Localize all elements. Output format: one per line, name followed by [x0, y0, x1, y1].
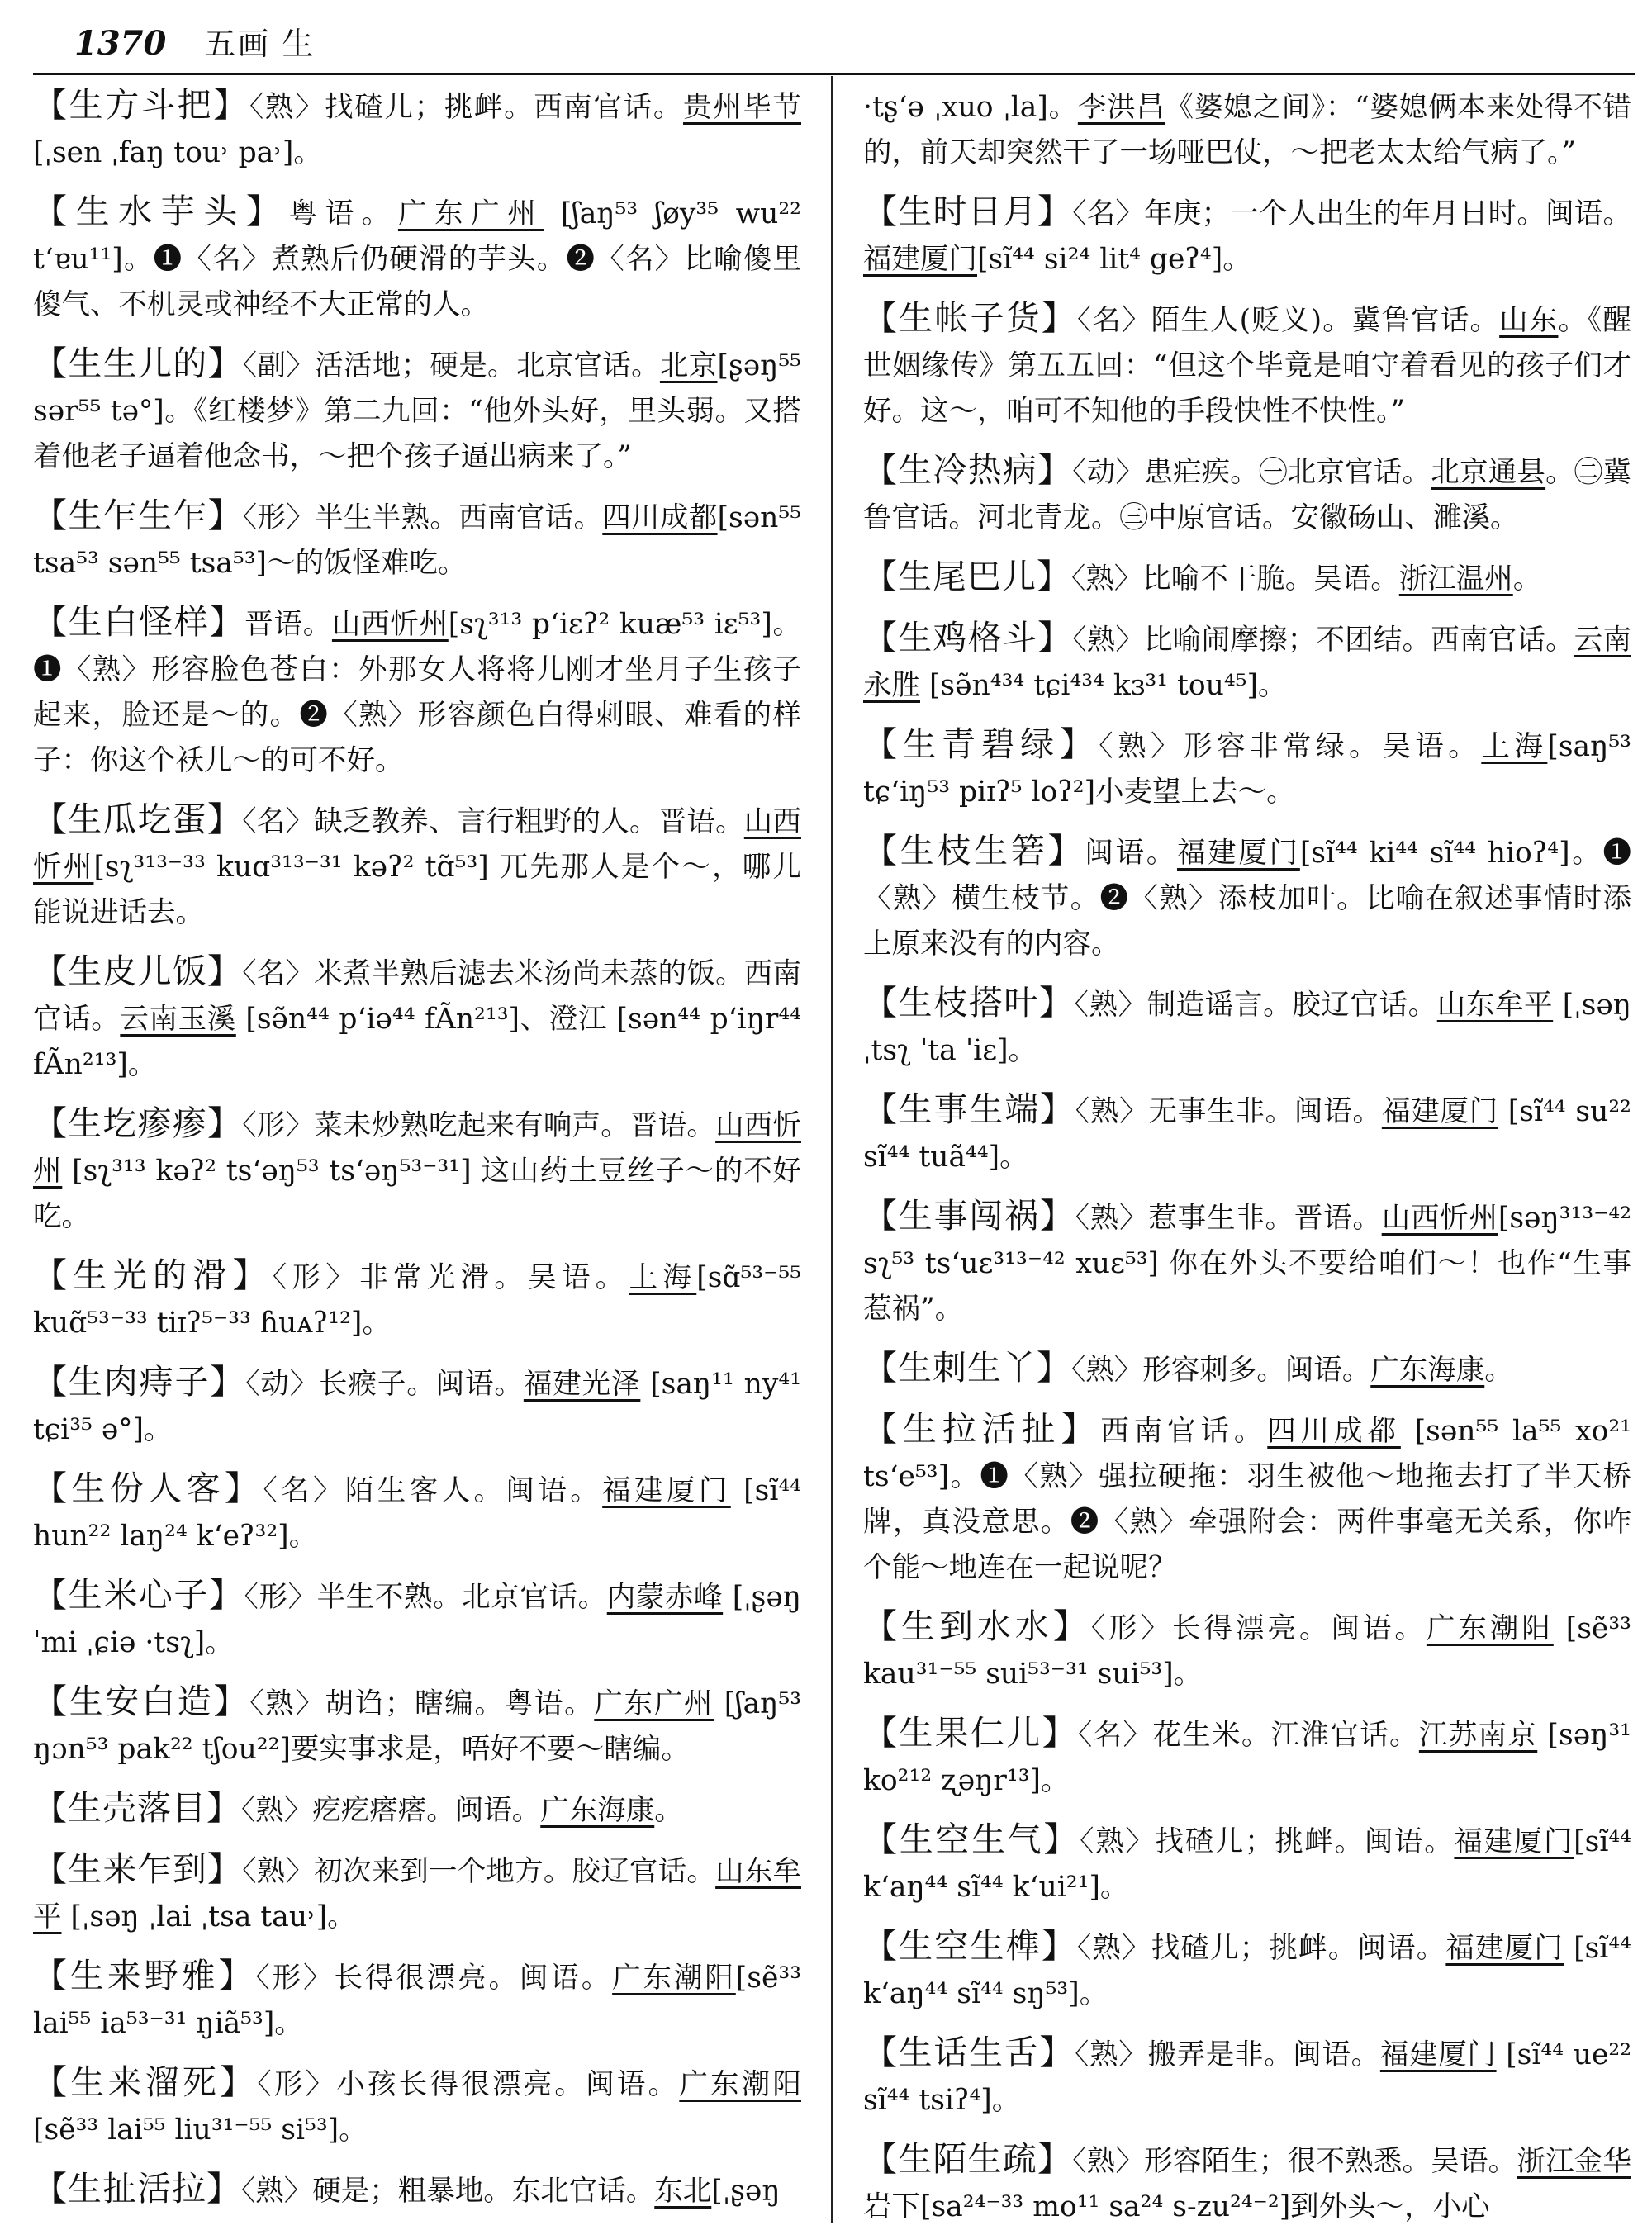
- entry-place: 广东海康: [1370, 1354, 1485, 1387]
- entry-definition: 粤语。: [288, 197, 398, 230]
- entry-text: [sĩ⁴⁴ ki⁴⁴ sĩ⁴⁴ hioʔ⁴]。❶〈熟〉横生枝节。❷〈熟〉添枝加叶。比喻在叙述事情时添上原来没有的内容。: [863, 837, 1631, 961]
- entry-definition: 〈熟〉比喻不干脆。吴语。: [1071, 562, 1399, 595]
- entry-definition: 〈熟〉胡诌；瞎编。粤语。: [249, 1687, 595, 1720]
- entry-headword: 【生光的滑】: [33, 1255, 273, 1295]
- entry-text: [səŋ³¹³⁻⁴² sʅ⁵³ tsʻuɛ³¹³⁻⁴² xuɛ⁵³] 你在外头不要给咱们～！也作“生事惹祸”。: [863, 1202, 1631, 1326]
- entry-headword: 【生乍生乍】: [33, 496, 243, 535]
- entry-place: 山东牟平: [1436, 989, 1554, 1022]
- dictionary-entry: [863, 1604, 1631, 1697]
- dictionary-entry: [33, 189, 801, 328]
- entry-text: [ʂəŋ⁵⁵ sər⁵⁵ tə°]。《红楼梦》第二九回：“他外头好，里头弱。又搭着他老子逼着他念书，～把个孩子逼出病来了。”: [33, 349, 801, 473]
- dictionary-entry: [33, 600, 801, 784]
- dictionary-entry: [33, 1953, 801, 2047]
- column-divider: [831, 76, 833, 2223]
- entry-definition: 〈熟〉初次来到一个地方。胶辽官话。: [242, 1855, 716, 1888]
- entry-headword: 【生空生榫】: [863, 1926, 1077, 1966]
- entry-place: 广东广州: [594, 1687, 714, 1720]
- entry-place: 东北: [654, 2175, 712, 2208]
- dictionary-entry: [33, 1847, 801, 1940]
- entry-definition: 〈熟〉制造谣言。胶辽官话。: [1074, 989, 1437, 1022]
- entry-definition: 〈名〉缺乏教养、言行粗野的人。晋语。: [242, 805, 744, 838]
- entry-text: [ʃaŋ⁵³ ʃøy³⁵ wu²² tʻɐu¹¹]。❶〈名〉煮熟后仍硬滑的芋头。❷〈名〉比喻傻里傻气、不机灵或神经不大正常的人。: [33, 197, 801, 321]
- entry-headword: 【生白怪样】: [33, 602, 245, 642]
- entry-definition: 〈形〉半生半熟。西南官话。: [242, 501, 603, 534]
- entry-text: [sĩ⁴⁴ si²⁴ lit⁴ geʔ⁴]。: [977, 243, 1251, 276]
- entry-text: [sĩ⁴⁴ ue²² sĩ⁴⁴ tsiʔ⁴]。: [863, 2038, 1631, 2117]
- entry-definition: 〈熟〉形容刺多。闽语。: [1071, 1354, 1371, 1387]
- entry-text: [səŋ³¹ ko²¹² ʐəŋr¹³]。: [863, 1719, 1631, 1797]
- entry-place: 山西忻州: [33, 805, 801, 884]
- entry-headword: 【生米心子】: [33, 1575, 244, 1615]
- entry-place: 山西忻州: [33, 1109, 801, 1188]
- entry-headword: 【生份人客】: [33, 1468, 263, 1508]
- entry-place: 山西忻州: [331, 608, 449, 641]
- entry-headword: 【生话生舌】: [863, 2033, 1075, 2072]
- entry-text: [ˌʂəŋ: [711, 2175, 781, 2208]
- entry-text: 。㊁冀鲁官话。河北青龙。㊂中原官话。安徽砀山、濉溪。: [863, 456, 1631, 534]
- entry-place: 福建光泽: [523, 1368, 641, 1401]
- dictionary-entry: [863, 2137, 1631, 2222]
- entry-headword: 【生壳落目】: [33, 1788, 241, 1828]
- entry-place: 云南永胜: [863, 624, 1631, 702]
- entry-place: 山西忻州: [1381, 1202, 1498, 1235]
- dictionary-entry: [33, 1359, 801, 1453]
- entry-text: [sən⁵⁵ la⁵⁵ xo²¹ tsʻe⁵³]。❶〈熟〉强拉硬拖：羽生被他～地拖去打了半天桥牌，真没意思。❷〈熟〉牵强附会：两件事毫无关系，你咋个能～地连在一起说呢？: [863, 1415, 1631, 1584]
- entry-definition: 〈熟〉硬是；粗暴地。东北官话。: [241, 2175, 655, 2208]
- entry-place: 广东潮阳: [612, 1962, 736, 1995]
- dictionary-entry: [33, 1466, 801, 1559]
- dictionary-entry: [33, 2060, 801, 2153]
- entry-headword: 【生事闯祸】: [863, 1196, 1075, 1236]
- entry-text: [sʅ³¹³ kəʔ² tsʻəŋ⁵³ tsʻəŋ⁵³⁻³¹] 这山药土豆丝子～的不好吃。: [33, 1155, 801, 1233]
- entry-definition: 〈熟〉形容非常绿。吴语。: [1099, 730, 1482, 763]
- entry-text: [sĩ⁴⁴ kʻaŋ⁴⁴ sĩ⁴⁴ kʻui²¹]。: [863, 1825, 1631, 1904]
- dictionary-entry: [33, 1101, 801, 1240]
- entry-place: 广东海康: [540, 1794, 655, 1827]
- entry-definition: 〈熟〉形容陌生；很不熟悉。吴语。: [1072, 2145, 1517, 2178]
- entry-definition: 西南官话。: [1100, 1415, 1268, 1448]
- entry-definition: 〈形〉长得很漂亮。闽语。: [255, 1962, 613, 1995]
- entry-place: 四川成都: [602, 501, 718, 534]
- dictionary-entry: [863, 1407, 1631, 1591]
- entry-place: 贵州毕节: [683, 91, 801, 124]
- entry-place: 内蒙赤峰: [606, 1581, 724, 1614]
- right-column: [863, 83, 1631, 2222]
- dictionary-entry: [863, 1345, 1631, 1393]
- dictionary-entry: [863, 722, 1631, 815]
- dictionary-entry: [863, 83, 1631, 176]
- section-label: 五画 生: [204, 26, 316, 62]
- dictionary-entry: [33, 2166, 801, 2214]
- entry-place: 福建厦门: [1176, 837, 1300, 870]
- dictionary-entry: [863, 448, 1631, 541]
- entry-definition: 〈形〉菜未炒熟吃起来有响声。晋语。: [242, 1109, 716, 1142]
- entry-text: [ˌsəŋ ˌtsʅ ˈta ˈiɛ]。: [863, 989, 1631, 1067]
- entry-text: [sə̃n⁴³⁴ tɕi⁴³⁴ kɜ³¹ tou⁴⁵]。: [920, 669, 1287, 702]
- entry-text: [sə̃n⁴⁴ pʻiə⁴⁴ fÃn²¹³]、澄江 [sən⁴⁴ pʻiŋr⁴⁴ fÃn²¹³]。: [33, 1003, 801, 1081]
- entry-text: [saŋ⁵³ tɕʻiŋ⁵³ piɪʔ⁵ loʔ²]小麦望上去～。: [863, 730, 1631, 809]
- entry-headword: 【生瓜圪蛋】: [33, 799, 243, 839]
- entry-text: 。: [1512, 562, 1542, 595]
- entry-place: 上海: [629, 1261, 697, 1294]
- entry-definition: 〈熟〉找碴儿；挑衅。闽语。: [1080, 1825, 1455, 1858]
- entry-text: [sɑ̃⁵³⁻⁵⁵ kuɑ̃⁵³⁻³³ tiɪʔ⁵⁻³³ ɦuᴀʔ¹²]。: [33, 1261, 801, 1340]
- entry-text: [sẽ³³ kau³¹⁻⁵⁵ sui⁵³⁻³¹ sui⁵³]。: [863, 1612, 1631, 1691]
- entry-headword: 【生尾巴儿】: [863, 557, 1071, 596]
- dictionary-entry: [33, 797, 801, 936]
- entry-headword: 【生枝搭叶】: [863, 983, 1075, 1022]
- entry-headword: 【生帐子货】: [863, 298, 1077, 338]
- entry-headword: 【生肉痔子】: [33, 1362, 246, 1402]
- entry-definition: 〈名〉米煮半熟后滤去米汤尚未蒸的饭。西南官话。: [33, 957, 801, 1036]
- entry-definition: 〈名〉陌生人(贬义)。冀鲁官话。: [1076, 304, 1500, 337]
- entry-place: 福建厦门: [1446, 1932, 1564, 1965]
- dictionary-entry: [863, 1710, 1631, 1804]
- dictionary-entry: [863, 1193, 1631, 1332]
- entry-text: [sĩ⁴⁴ hun²² laŋ²⁴ kʻeʔ³²]。: [33, 1474, 801, 1553]
- entry-definition: 〈形〉半生不熟。北京官话。: [244, 1581, 607, 1614]
- entry-place: 山东牟平: [33, 1855, 801, 1933]
- entry-text: [ˌsen ˌfaŋ tou˒ pa˒]。: [33, 136, 322, 169]
- entry-definition: 〈副〉活活地；硬是。北京官话。: [242, 349, 660, 382]
- entry-definition: 〈熟〉无事生非。闽语。: [1075, 1095, 1382, 1128]
- entry-headword: 【生来野雅】: [33, 1956, 256, 1995]
- entry-place: 广东潮阳: [1426, 1612, 1554, 1645]
- entry-place: 上海: [1481, 730, 1548, 763]
- dictionary-entry: [33, 1679, 801, 1772]
- entry-headword: 【生冷热病】: [863, 450, 1073, 490]
- entry-place: 北京通县: [1431, 456, 1546, 489]
- entry-definition: 〈熟〉疙疙瘩瘩。闽语。: [241, 1794, 541, 1827]
- entry-headword: 【生拉活扯】: [863, 1409, 1101, 1449]
- entry-definition: 〈动〉长瘊子。闽语。: [245, 1368, 524, 1401]
- entry-definition: 〈名〉陌生客人。闽语。: [263, 1474, 603, 1507]
- entry-place: 福建厦门: [1454, 1825, 1574, 1858]
- dictionary-entry: [863, 296, 1631, 434]
- entry-headword: 【生来溜死】: [33, 2062, 258, 2102]
- dictionary-entry: [863, 554, 1631, 602]
- entry-definition: 〈动〉患疟疾。㊀北京官话。: [1072, 456, 1431, 489]
- entry-definition: 〈形〉非常光滑。吴语。: [272, 1261, 629, 1294]
- entry-text: 。: [1484, 1354, 1513, 1387]
- entry-place: 北京: [659, 349, 718, 382]
- dictionary-entry: [33, 1786, 801, 1834]
- dictionary-entry: [863, 2030, 1631, 2123]
- entry-headword: 【生皮儿饭】: [33, 951, 243, 991]
- entry-definition: 〈名〉年庚；一个人出生的年月日时。闽语。: [1072, 197, 1631, 230]
- entry-text: 。: [654, 1794, 683, 1827]
- entry-place: 四川成都: [1267, 1415, 1401, 1448]
- entry-definition: 〈熟〉惹事生非。晋语。: [1075, 1202, 1382, 1235]
- entry-text: [sʅ³¹³⁻³³ kuɑ³¹³⁻³¹ kəʔ² tɑ̃⁵³] 兀先那人是个～，哪儿能说进话去。: [33, 851, 801, 929]
- entry-headword: 【生果仁儿】: [863, 1713, 1079, 1753]
- entry-definition: 〈熟〉找碴儿；挑衅。西南官话。: [249, 91, 684, 124]
- entry-headword: 【生方斗把】: [33, 85, 249, 125]
- page-number: 1370: [74, 24, 167, 63]
- dictionary-entry: [33, 1253, 801, 1346]
- dictionary-entry: [863, 980, 1631, 1074]
- entry-headword: 【生生儿的】: [33, 344, 243, 383]
- entry-text: [ˌʂəŋ ˈmi ˌɕiə ·tsʅ]。: [33, 1581, 801, 1659]
- entry-definition: 〈形〉长得漂亮。闽语。: [1090, 1612, 1427, 1645]
- entry-text: [ˌsəŋ ˌlai ˌtsa tau˒]。: [61, 1900, 356, 1933]
- left-column: [33, 83, 801, 2222]
- entry-place: 福建厦门: [863, 243, 977, 276]
- entry-place: 福建厦门: [1381, 1095, 1499, 1128]
- entry-definition: 〈熟〉找碴儿；挑衅。闽语。: [1076, 1932, 1446, 1965]
- entry-headword: 【生到水水】: [863, 1606, 1091, 1646]
- entry-headword: 【生陌生疏】: [863, 2139, 1073, 2179]
- entry-place: 广东潮阳: [679, 2068, 801, 2101]
- entry-headword: 【生水芋头】: [33, 192, 289, 231]
- entry-place: 福建厦门: [1379, 2038, 1497, 2071]
- dictionary-entry: [863, 1087, 1631, 1180]
- dictionary-entry: [863, 1924, 1631, 2017]
- entry-headword: 【生安白造】: [33, 1682, 250, 1721]
- dictionary-entry: [33, 1573, 801, 1666]
- entry-definition: 晋语。: [244, 608, 332, 641]
- dictionary-entry: [33, 949, 801, 1088]
- dictionary-entry: [863, 189, 1631, 282]
- entry-headword: 【生事生端】: [863, 1089, 1075, 1129]
- entry-text: [sẽ³³ lai⁵⁵ liu³¹⁻⁵⁵ si⁵³]。: [33, 2114, 368, 2147]
- dictionary-entry: [33, 493, 801, 586]
- entry-text: 。《醒世姻缘传》第五五回：“但这个毕竟是咱守着看见的孩子们才好。这～，咱可不知他的手段快性不快性。”: [863, 304, 1631, 428]
- entry-place: 云南玉溪: [120, 1003, 236, 1036]
- entry-definition: 〈熟〉搬弄是非。闽语。: [1075, 2038, 1380, 2071]
- entry-definition: 〈形〉小孩长得很漂亮。闽语。: [257, 2068, 680, 2101]
- entry-headword: 【生圪瘆瘆】: [33, 1103, 243, 1143]
- dictionary-entry: [863, 1817, 1631, 1910]
- entry-place: 福建厦门: [602, 1474, 731, 1507]
- page-header: [74, 18, 1611, 68]
- entry-text: [sʅ³¹³ pʻiɛʔ² kuæ⁵³ iɛ⁵³]。❶〈熟〉形容脸色苍白：外那女人将将儿刚才坐月子生孩子起来，脸还是～的。❷〈熟〉形容颜色白得刺眼、难看的样子：你这个袄儿～的可不好。: [33, 608, 801, 777]
- entry-definition: 〈名〉花生米。江淮官话。: [1078, 1719, 1419, 1752]
- entry-headword: 【生时日月】: [863, 192, 1073, 231]
- entry-place: 广东广州: [397, 197, 544, 230]
- entry-definition: 〈熟〉比喻闹摩擦；不团结。西南官话。: [1072, 624, 1574, 657]
- entry-text: [sĩ⁴⁴ su²² sĩ⁴⁴ tuã⁴⁴]。: [863, 1095, 1631, 1174]
- entry-headword: 【生青碧绿】: [863, 724, 1099, 764]
- entry-headword: 【生鸡格斗】: [863, 618, 1073, 657]
- entry-place: 山东: [1499, 304, 1559, 337]
- dictionary-entry: [863, 615, 1631, 709]
- entry-headword: 【生来乍到】: [33, 1849, 243, 1889]
- dictionary-entry: [33, 341, 801, 480]
- entry-headword: 【生扯活拉】: [33, 2169, 241, 2209]
- dictionary-entry: [33, 83, 801, 176]
- entry-place: 江苏南京: [1418, 1719, 1538, 1752]
- entry-headword: 【生空生气】: [863, 1820, 1080, 1859]
- entry-headword: 【生刺生丫】: [863, 1348, 1071, 1388]
- entry-place: 李洪昌: [1077, 91, 1165, 124]
- entry-text: [sĩ⁴⁴ kʻaŋ⁴⁴ sĩ⁴⁴ sŋ⁵³]。: [863, 1932, 1631, 2010]
- entry-text: [saŋ¹¹ ny⁴¹ tɕi³⁵ ə°]。: [33, 1368, 801, 1446]
- entry-text: [sa²⁴⁻³³ mo¹¹ sa²⁴ s-zu²⁴⁻²]到外头～，小心: [920, 2190, 1490, 2222]
- entry-text: [ʃaŋ⁵³ ŋɔn⁵³ pak²² tʃou²²]要实事求是，唔好不要～瞎编。: [33, 1687, 801, 1766]
- entry-definition: ·tʂʻə ˌxuo ˌla]。: [863, 91, 1078, 124]
- entry-text: 《婆媳之间》：“婆媳俩本来处得不错的，前天却突然干了一场哑巴仗，～把老太太给气病了。”: [863, 91, 1631, 169]
- entry-place: 浙江温州: [1398, 562, 1513, 595]
- entry-definition: 闽语。: [1085, 837, 1177, 870]
- entry-text: [sən⁵⁵ tsa⁵³ sən⁵⁵ tsa⁵³]～的饭怪难吃。: [33, 501, 801, 580]
- entry-headword: 【生枝生箬】: [863, 831, 1085, 871]
- entry-text: [sẽ³³ lai⁵⁵ ia⁵³⁻³¹ ŋiã⁵³]。: [33, 1962, 801, 2040]
- entry-place: 浙江金华岩下: [863, 2145, 1631, 2222]
- header-rule: [33, 73, 1635, 75]
- dictionary-entry: [863, 828, 1631, 967]
